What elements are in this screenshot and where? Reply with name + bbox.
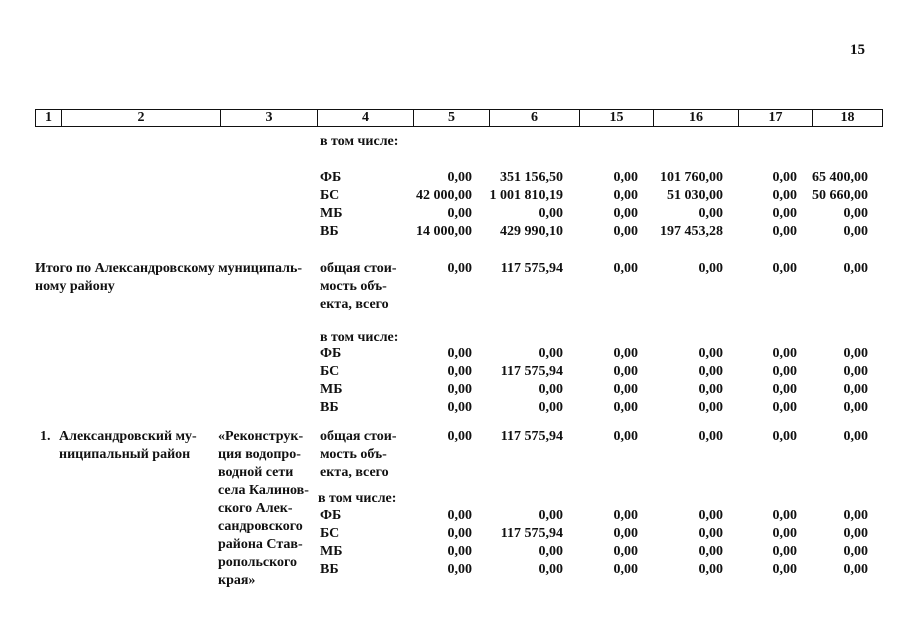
value-cell: 0,00: [447, 261, 472, 276]
value-cell: 1 001 810,19: [489, 188, 563, 203]
cost-label: екта, всего: [320, 465, 389, 480]
value-cell: 0,00: [772, 526, 797, 541]
value-cell: 0,00: [772, 562, 797, 577]
col-header: 5: [413, 110, 489, 126]
value-cell: 0,00: [613, 526, 638, 541]
value-cell: 0,00: [698, 206, 723, 221]
value-cell: 0,00: [772, 429, 797, 444]
value-cell: 0,00: [843, 429, 868, 444]
value-cell: 42 000,00: [416, 188, 472, 203]
value-cell: 0,00: [772, 188, 797, 203]
value-cell: 0,00: [613, 188, 638, 203]
value-cell: 101 760,00: [660, 170, 723, 185]
value-cell: 0,00: [447, 544, 472, 559]
col-header: 16: [653, 110, 738, 126]
value-cell: 0,00: [447, 206, 472, 221]
funding-code: БС: [320, 526, 340, 541]
value-cell: 0,00: [772, 544, 797, 559]
value-cell: 0,00: [843, 224, 868, 239]
value-cell: 0,00: [613, 544, 638, 559]
value-cell: 0,00: [698, 544, 723, 559]
cost-label: общая стои-: [320, 261, 397, 276]
value-cell: 0,00: [772, 346, 797, 361]
value-cell: 0,00: [843, 508, 868, 523]
value-cell: 0,00: [447, 562, 472, 577]
value-cell: 117 575,94: [500, 261, 563, 276]
project-name-line: сандровского: [218, 519, 303, 534]
total-name-line: ному району: [35, 279, 115, 294]
value-cell: 117 575,94: [500, 364, 563, 379]
col-header: 3: [220, 110, 317, 126]
funding-code: БС: [320, 364, 340, 379]
value-cell: 117 575,94: [500, 429, 563, 444]
value-cell: 0,00: [613, 206, 638, 221]
value-cell: 0,00: [843, 562, 868, 577]
item-number: 1.: [40, 429, 51, 444]
value-cell: 0,00: [843, 526, 868, 541]
col-header: 2: [61, 110, 220, 126]
project-name-line: ского Алек-: [218, 501, 293, 516]
value-cell: 117 575,94: [500, 526, 563, 541]
value-cell: 0,00: [613, 508, 638, 523]
value-cell: 429 990,10: [500, 224, 563, 239]
value-cell: 51 030,00: [667, 188, 723, 203]
value-cell: 0,00: [613, 400, 638, 415]
value-cell: 0,00: [698, 346, 723, 361]
value-cell: 0,00: [613, 224, 638, 239]
subtotal-label: в том числе:: [320, 330, 399, 345]
project-name-line: «Реконструк-: [218, 429, 304, 444]
value-cell: 0,00: [613, 382, 638, 397]
value-cell: 0,00: [447, 170, 472, 185]
value-cell: 50 660,00: [812, 188, 868, 203]
value-cell: 0,00: [613, 170, 638, 185]
value-cell: 0,00: [613, 562, 638, 577]
value-cell: 0,00: [447, 346, 472, 361]
value-cell: 0,00: [613, 346, 638, 361]
funding-code: МБ: [320, 382, 343, 397]
value-cell: 0,00: [698, 261, 723, 276]
value-cell: 14 000,00: [416, 224, 472, 239]
project-name-line: ропольского: [218, 555, 298, 570]
funding-code: МБ: [320, 544, 343, 559]
subtotal-label: в том числе:: [318, 491, 397, 506]
value-cell: 0,00: [538, 544, 563, 559]
value-cell: 0,00: [613, 429, 638, 444]
value-cell: 0,00: [698, 400, 723, 415]
cost-label: мость объ-: [320, 279, 387, 294]
col-header: 4: [317, 110, 413, 126]
value-cell: 197 453,28: [660, 224, 723, 239]
project-name-line: села Калинов-: [218, 483, 309, 498]
value-cell: 0,00: [613, 364, 638, 379]
project-name-line: района Став-: [218, 537, 303, 552]
value-cell: 0,00: [447, 364, 472, 379]
value-cell: 351 156,50: [500, 170, 563, 185]
cost-label: мость объ-: [320, 447, 387, 462]
funding-code: ВБ: [320, 562, 339, 577]
funding-code: ФБ: [320, 508, 342, 523]
col-header: 1: [45, 110, 52, 125]
value-cell: 0,00: [843, 206, 868, 221]
value-cell: 0,00: [698, 429, 723, 444]
subtotal-label: в том числе:: [320, 134, 399, 149]
value-cell: 0,00: [772, 206, 797, 221]
col-header: 15: [579, 110, 653, 126]
value-cell: 0,00: [772, 261, 797, 276]
item-name-line: ниципальный район: [59, 447, 191, 462]
value-cell: 0,00: [772, 224, 797, 239]
value-cell: 0,00: [538, 508, 563, 523]
value-cell: 0,00: [447, 508, 472, 523]
value-cell: 0,00: [538, 382, 563, 397]
value-cell: 0,00: [843, 364, 868, 379]
value-cell: 0,00: [698, 382, 723, 397]
value-cell: 0,00: [613, 261, 638, 276]
funding-code: БС: [320, 188, 340, 203]
value-cell: 0,00: [843, 346, 868, 361]
value-cell: 0,00: [843, 400, 868, 415]
cost-label: общая стои-: [320, 429, 397, 444]
value-cell: 65 400,00: [812, 170, 868, 185]
funding-code: ВБ: [320, 400, 339, 415]
funding-code: МБ: [320, 206, 343, 221]
value-cell: 0,00: [772, 364, 797, 379]
value-cell: 0,00: [772, 170, 797, 185]
value-cell: 0,00: [447, 400, 472, 415]
total-name-line: Итого по Александровскому муниципаль-: [35, 261, 303, 276]
value-cell: 0,00: [538, 562, 563, 577]
value-cell: 0,00: [538, 346, 563, 361]
value-cell: 0,00: [447, 429, 472, 444]
funding-code: ВБ: [320, 224, 339, 239]
value-cell: 0,00: [698, 562, 723, 577]
value-cell: 0,00: [538, 206, 563, 221]
value-cell: 0,00: [843, 544, 868, 559]
value-cell: 0,00: [772, 508, 797, 523]
cost-label: екта, всего: [320, 297, 389, 312]
value-cell: 0,00: [772, 382, 797, 397]
value-cell: 0,00: [538, 400, 563, 415]
project-name-line: края»: [218, 573, 256, 588]
item-name-line: Александровский му-: [59, 429, 197, 444]
page-number: 15: [850, 42, 865, 58]
value-cell: 0,00: [698, 364, 723, 379]
col-header: 18: [812, 110, 882, 126]
funding-code: ФБ: [320, 170, 342, 185]
value-cell: 0,00: [772, 400, 797, 415]
value-cell: 0,00: [447, 526, 472, 541]
project-name-line: водной сети: [218, 465, 294, 480]
value-cell: 0,00: [698, 508, 723, 523]
column-header-row: [35, 109, 883, 127]
project-name-line: ция водопро-: [218, 447, 301, 462]
col-header: 6: [489, 110, 579, 126]
value-cell: 0,00: [698, 526, 723, 541]
col-header: 17: [738, 110, 812, 126]
value-cell: 0,00: [843, 382, 868, 397]
value-cell: 0,00: [843, 261, 868, 276]
funding-code: ФБ: [320, 346, 342, 361]
value-cell: 0,00: [447, 382, 472, 397]
